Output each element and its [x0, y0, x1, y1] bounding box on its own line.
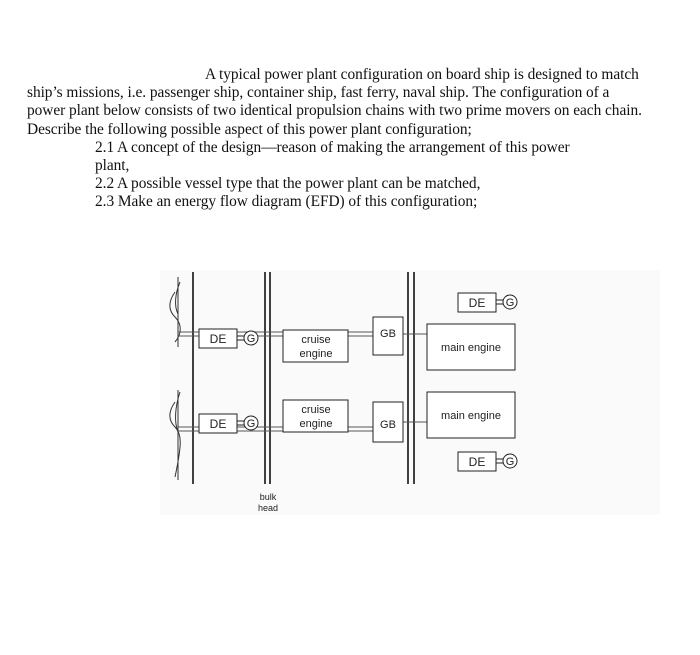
de-g-top-left	[199, 329, 258, 348]
cruise-label: cruise	[301, 404, 331, 416]
gb-label: GB	[380, 419, 396, 431]
item-2-1-line1: 2.1 A concept of the design—reason of making the arrangement of this power	[95, 138, 570, 156]
item-2-2	[95, 175, 647, 193]
gb-label: GB	[380, 328, 396, 340]
cruise-engine-bottom	[283, 400, 348, 432]
g-label: G	[505, 456, 515, 468]
item-2-1-line2: plant,	[95, 157, 130, 175]
item-2-3-line1: 2.3 Make an energy flow diagram (EFD) of this configuration;	[95, 193, 478, 211]
item-2-2-line1: 2.2 A possible vessel type that the power plant can be matched,	[95, 175, 481, 193]
question-intro	[27, 66, 647, 139]
gearbox-top	[373, 317, 403, 355]
g-label: G	[246, 333, 256, 345]
intro-line: A typical power plant configuration on board ship is designed	[205, 66, 582, 83]
intro-line: configuration;	[385, 120, 472, 138]
item-2-3	[95, 193, 647, 211]
de-g-top-right	[458, 293, 517, 312]
de-label: DE	[468, 455, 486, 469]
g-label: G	[246, 418, 256, 430]
de-g-bottom-left	[199, 414, 258, 433]
power-plant-diagram	[0, 262, 700, 527]
intro-line: to match ship’s missions, i.e. passenger ship, container ship, fast ferry, naval ship. The	[27, 66, 639, 102]
bulkhead-label-line2: head	[257, 503, 279, 513]
main-engine-label: main engine	[441, 342, 501, 354]
item-2-1	[95, 139, 647, 175]
cruise-engine-top	[283, 330, 348, 362]
intro-line: prime movers on each chain. Describe the following possible aspect of this power plant	[27, 102, 642, 138]
de-label: DE	[209, 332, 227, 346]
de-g-bottom-right	[458, 452, 517, 471]
diagram-background	[160, 270, 660, 515]
de-label: DE	[468, 296, 486, 310]
main-engine-bottom	[427, 392, 515, 438]
bulkhead-label-line1: bulk	[259, 492, 277, 502]
de-label: DE	[209, 417, 227, 431]
gearbox-bottom	[373, 402, 403, 442]
engine-label: engine	[299, 348, 333, 360]
intro-line: configuration of a power plant below consists of two identical propulsion chains with two	[27, 84, 610, 120]
g-label: G	[505, 297, 515, 309]
main-engine-top	[427, 324, 515, 370]
question-text	[27, 66, 647, 212]
cruise-label: cruise	[301, 334, 331, 346]
main-engine-label: main engine	[441, 410, 501, 422]
engine-label: engine	[299, 418, 333, 430]
diagram-svg	[0, 262, 700, 527]
question-items	[27, 139, 647, 212]
